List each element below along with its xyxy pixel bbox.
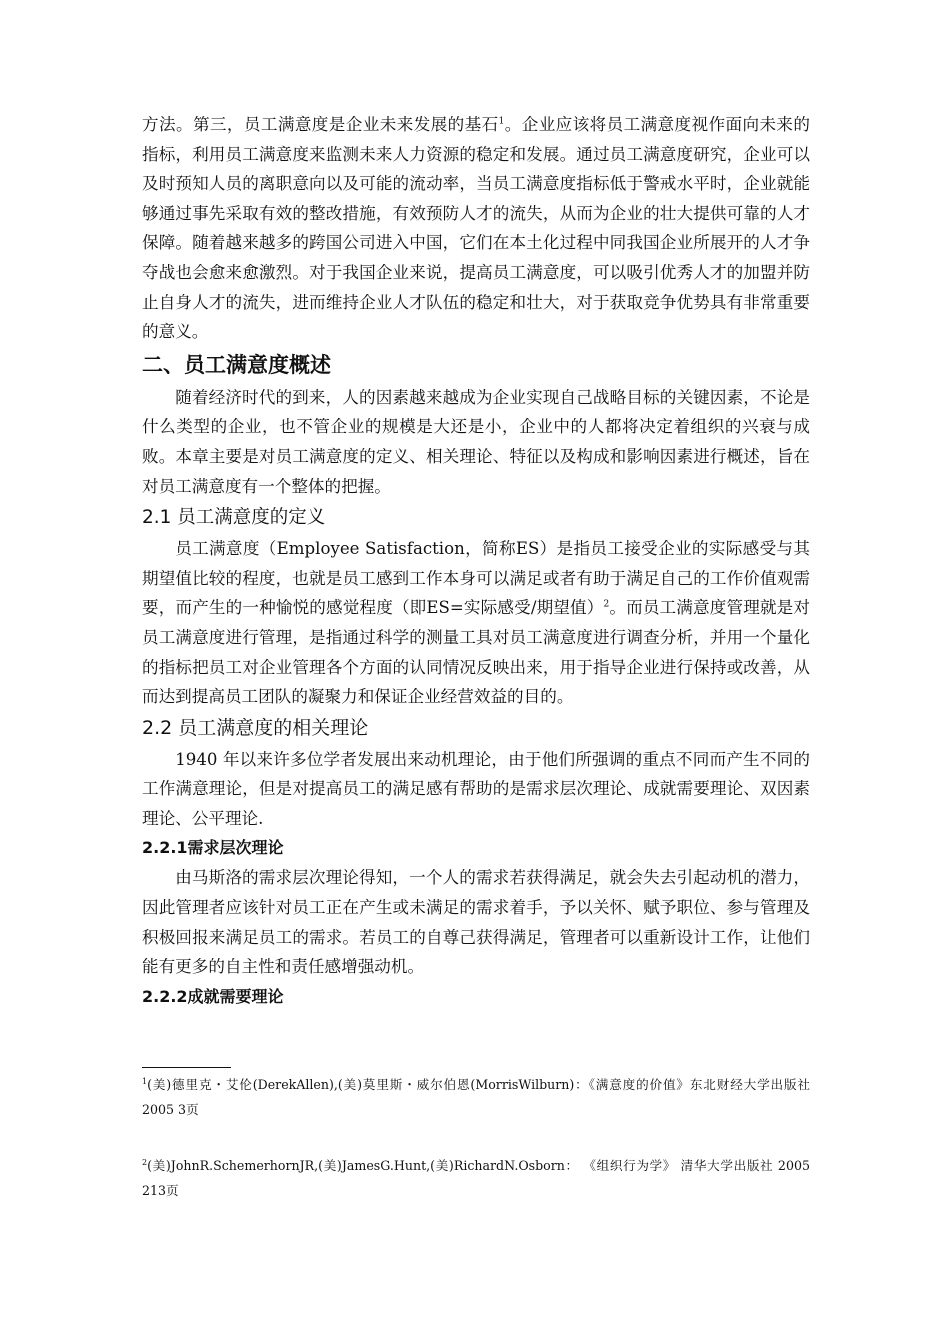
section-2-1-paragraph [142, 534, 810, 712]
intro-paragraph [142, 110, 810, 347]
section-2-2-2-heading: 2.2.2成就需要理论 [142, 986, 284, 1006]
section-2-2-1-paragraph: 由马斯洛的需求层次理论得知，一个人的需求若获得满足，就会失去引起动机的潜力，因此管理者应该针对员工正在产生或未满足的需求着手，予以关怀、赋予职位、参与管理及积极回报来满足员工的需求。若员工的自尊己获得满足，管理者可以重新设计工作，让他们能有更多的自主性和责任感增强动机。 [142, 868, 810, 977]
footnote-1-marker: 1 [142, 1076, 148, 1086]
definition-text-b: 。而员工满意度管理就是对员工满意度进行管理，是指通过科学的测量工具对员工满意度进行调查分析，并用一个量化的指标把员工对企业管理各个方面的认同情况反映出来，用于指导企业进行保持或改善，从而达到提高员工团队的凝聚力和保证企业经营效益的目的。 [142, 598, 810, 707]
section-2-2-heading: 2.2 员工满意度的相关理论 [142, 716, 369, 739]
footnote-separator [142, 1067, 231, 1068]
document-body [142, 110, 810, 1012]
footnote-2-marker: 2 [142, 1157, 148, 1167]
footnote-2 [142, 1153, 810, 1203]
section-2-1-heading: 2.1 员工满意度的定义 [142, 507, 326, 529]
footnote-ref-1[interactable]: 1 [498, 116, 505, 127]
footnote-1-text: (美)德里克・艾伦(DerekAllen),(美)莫里斯・威尔伯恩(MorrisWilburn)：《满意度的价值》东北财经大学出版社 2005 3页 [142, 1077, 810, 1117]
intro-text-b: 。企业应该将员工满意度视作面向未来的指标，利用员工满意度来监测未来人力资源的稳定和发展。通过员工满意度研究，企业可以及时预知人员的离职意向以及可能的流动率，当员工满意度指标低于警戒水平时，企业就能够通过事先采取有效的整改措施，有效预防人才的流失，从而为企业的壮大提供可靠的人才保障。随着越来越多的跨国公司进入中国，它们在本土化过程中同我国企业所展开的人才争夺战也会愈来愈激烈。对于我国企业来说，提高员工满意度，可以吸引优秀人才的加盟并防止自身人才的流失，进而维持企业人才队伍的稳定和壮大，对于获取竞争优势具有非常重要的意义。 [142, 115, 811, 342]
section-2-2-1-heading: 2.2.1需求层次理论 [142, 838, 284, 858]
footnote-ref-2[interactable]: 2 [603, 599, 610, 610]
section-2-intro: 随着经济时代的到来，人的因素越来越成为企业实现自己战略目标的关键因素，不论是什么类型的企业，也不管企业的规模是大还是小，企业中的人都将决定着组织的兴衰与成败。本章主要是对员工满意度的定义、相关理论、特征以及构成和影响因素进行概述，旨在对员工满意度有一个整体的把握。 [142, 387, 810, 496]
footnote-2-text: (美)JohnR.SchemerhornJR,(美)JamesG.Hunt,(美)RichardN.Osborn： 《组织行为学》 清华大学出版社 2005 213页 [142, 1158, 810, 1198]
footnote-1 [142, 1072, 810, 1122]
definition-text-a: 员工满意度（Employee Satisfaction，简称ES）是指员工接受企业的实际感受与其期望值比较的程度，也就是员工感到工作本身可以满足或者有助于满足自己的工作价值观需要，而产生的一种愉悦的感觉程度（即ES=实际感受/期望值） [142, 539, 810, 618]
section-2-2-intro: 1940 年以来许多位学者发展出来动机理论，由于他们所强调的重点不同而产生不同的工作满意理论，但是对提高员工的满足感有帮助的是需求层次理论、成就需要理论、双因素理论、公平理论. [142, 749, 810, 828]
intro-text-a: 方法。第三，员工满意度是企业未来发展的基石 [142, 115, 499, 134]
section-2-heading: 二、员工满意度概述 [142, 352, 331, 377]
